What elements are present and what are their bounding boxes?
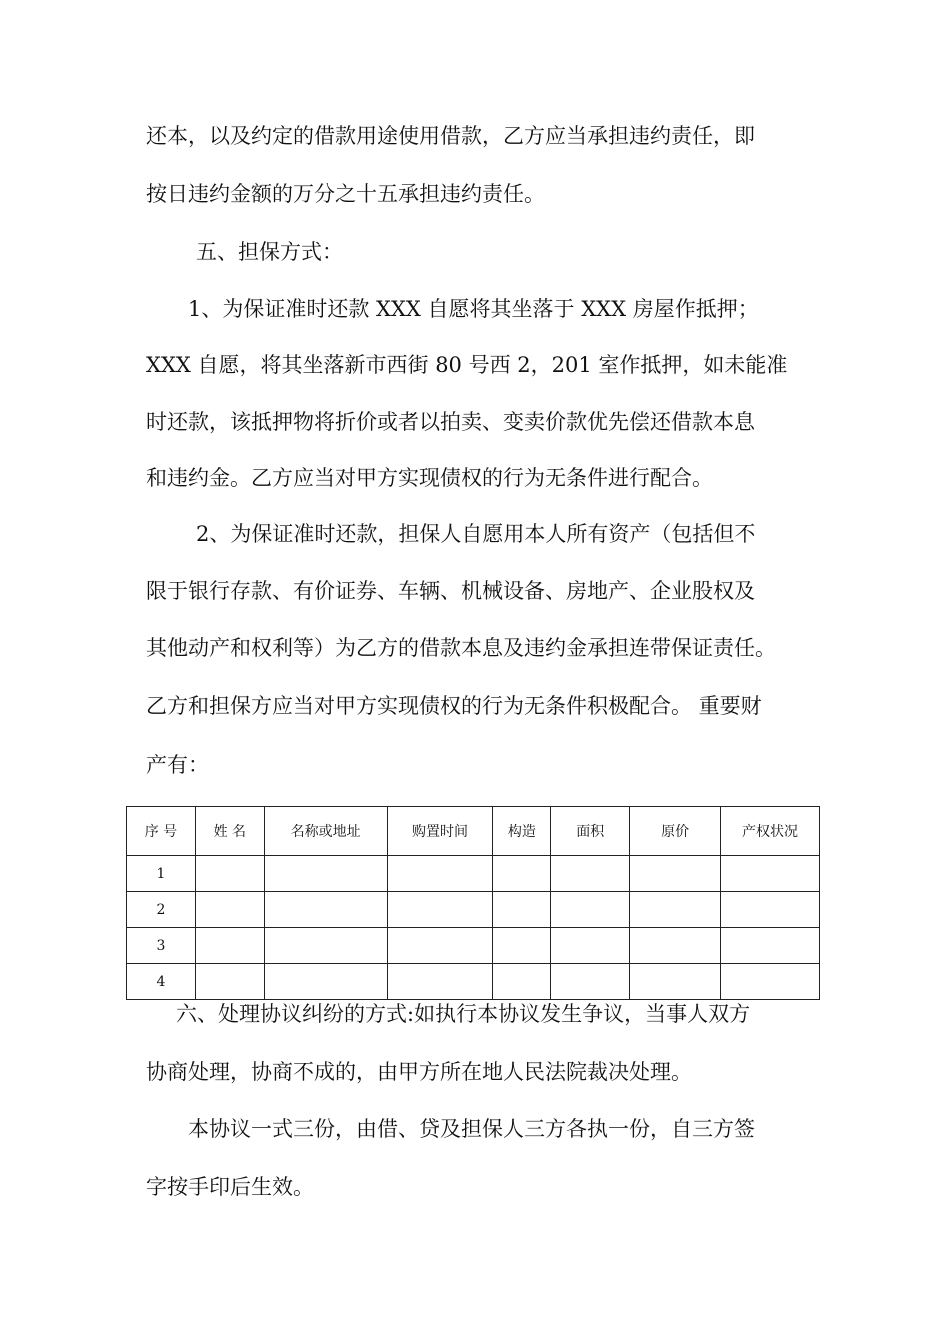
table-cell — [551, 892, 630, 928]
paragraph-line: 2、为保证准时还款，担保人自愿用本人所有资产（包括但不 — [196, 522, 756, 546]
table-header-row — [127, 807, 820, 856]
table-cell — [630, 928, 721, 964]
table-cell — [195, 928, 264, 964]
paragraph-line: 限于银行存款、有价证券、车辆、机械设备、房地产、企业股权及 — [146, 579, 755, 603]
table-cell — [630, 856, 721, 892]
header-cell: 购置时间 — [387, 807, 493, 856]
table-cell — [264, 892, 387, 928]
header-cell: 姓 名 — [195, 807, 264, 856]
table-cell — [551, 928, 630, 964]
row-number: 3 — [127, 928, 196, 964]
table-cell — [387, 892, 493, 928]
paragraph-line: 按日违约金额的万分之十五承担违约责任。 — [146, 182, 545, 206]
table-cell — [721, 856, 820, 892]
paragraph-line: 本协议一式三份，由借、贷及担保人三方各执一份，自三方签 — [188, 1117, 755, 1141]
section-heading: 五、担保方式： — [196, 240, 343, 264]
table-cell — [551, 964, 630, 1000]
table-cell — [264, 928, 387, 964]
table-cell — [195, 892, 264, 928]
table-cell — [195, 964, 264, 1000]
row-number: 2 — [127, 892, 196, 928]
table-cell — [551, 856, 630, 892]
header-cell: 原价 — [630, 807, 721, 856]
paragraph-line: 其他动产和权利等）为乙方的借款本息及违约金承担连带保证责任。 — [146, 636, 776, 660]
row-number: 4 — [127, 964, 196, 1000]
header-cell: 构造 — [493, 807, 551, 856]
paragraph-line: XXX 自愿，将其坐落新市西街 80 号西 2，201 室作抵押，如未能准 — [146, 353, 788, 377]
table-cell — [387, 856, 493, 892]
paragraph-line: 乙方和担保方应当对甲方实现债权的行为无条件积极配合。 重要财 — [146, 694, 762, 718]
paragraph-line: 还本，以及约定的借款用途使用借款，乙方应当承担违约责任，即 — [146, 124, 755, 148]
paragraph-line: 产有： — [146, 753, 209, 777]
table-cell — [195, 856, 264, 892]
header-cell: 面积 — [551, 807, 630, 856]
table-cell — [493, 964, 551, 1000]
table-row — [127, 928, 820, 964]
table-cell — [493, 856, 551, 892]
table-cell — [721, 928, 820, 964]
table-cell — [387, 964, 493, 1000]
table-row — [127, 892, 820, 928]
table-cell — [630, 892, 721, 928]
header-cell: 名称或地址 — [264, 807, 387, 856]
table-cell — [721, 964, 820, 1000]
table-row — [127, 964, 820, 1000]
section-heading: 六、处理协议纠纷的方式:如执行本协议发生争议，当事人双方 — [176, 1002, 751, 1026]
paragraph-line: 时还款，该抵押物将折价或者以拍卖、变卖价款优先偿还借款本息 — [146, 410, 755, 434]
table-cell — [721, 892, 820, 928]
table-cell — [630, 964, 721, 1000]
table-cell — [493, 892, 551, 928]
header-cell: 序 号 — [127, 807, 196, 856]
row-number: 1 — [127, 856, 196, 892]
table-cell — [493, 928, 551, 964]
paragraph-line: 和违约金。乙方应当对甲方实现债权的行为无条件进行配合。 — [146, 466, 713, 490]
table-cell — [387, 928, 493, 964]
paragraph-line: 1、为保证准时还款 XXX 自愿将其坐落于 XXX 房屋作抵押； — [188, 297, 759, 321]
table-cell — [264, 856, 387, 892]
header-cell: 产权状况 — [721, 807, 820, 856]
table-row — [127, 856, 820, 892]
paragraph-line: 字按手印后生效。 — [146, 1175, 314, 1199]
paragraph-line: 协商处理，协商不成的，由甲方所在地人民法院裁决处理。 — [146, 1060, 692, 1084]
table-cell — [264, 964, 387, 1000]
property-table — [126, 806, 820, 1000]
